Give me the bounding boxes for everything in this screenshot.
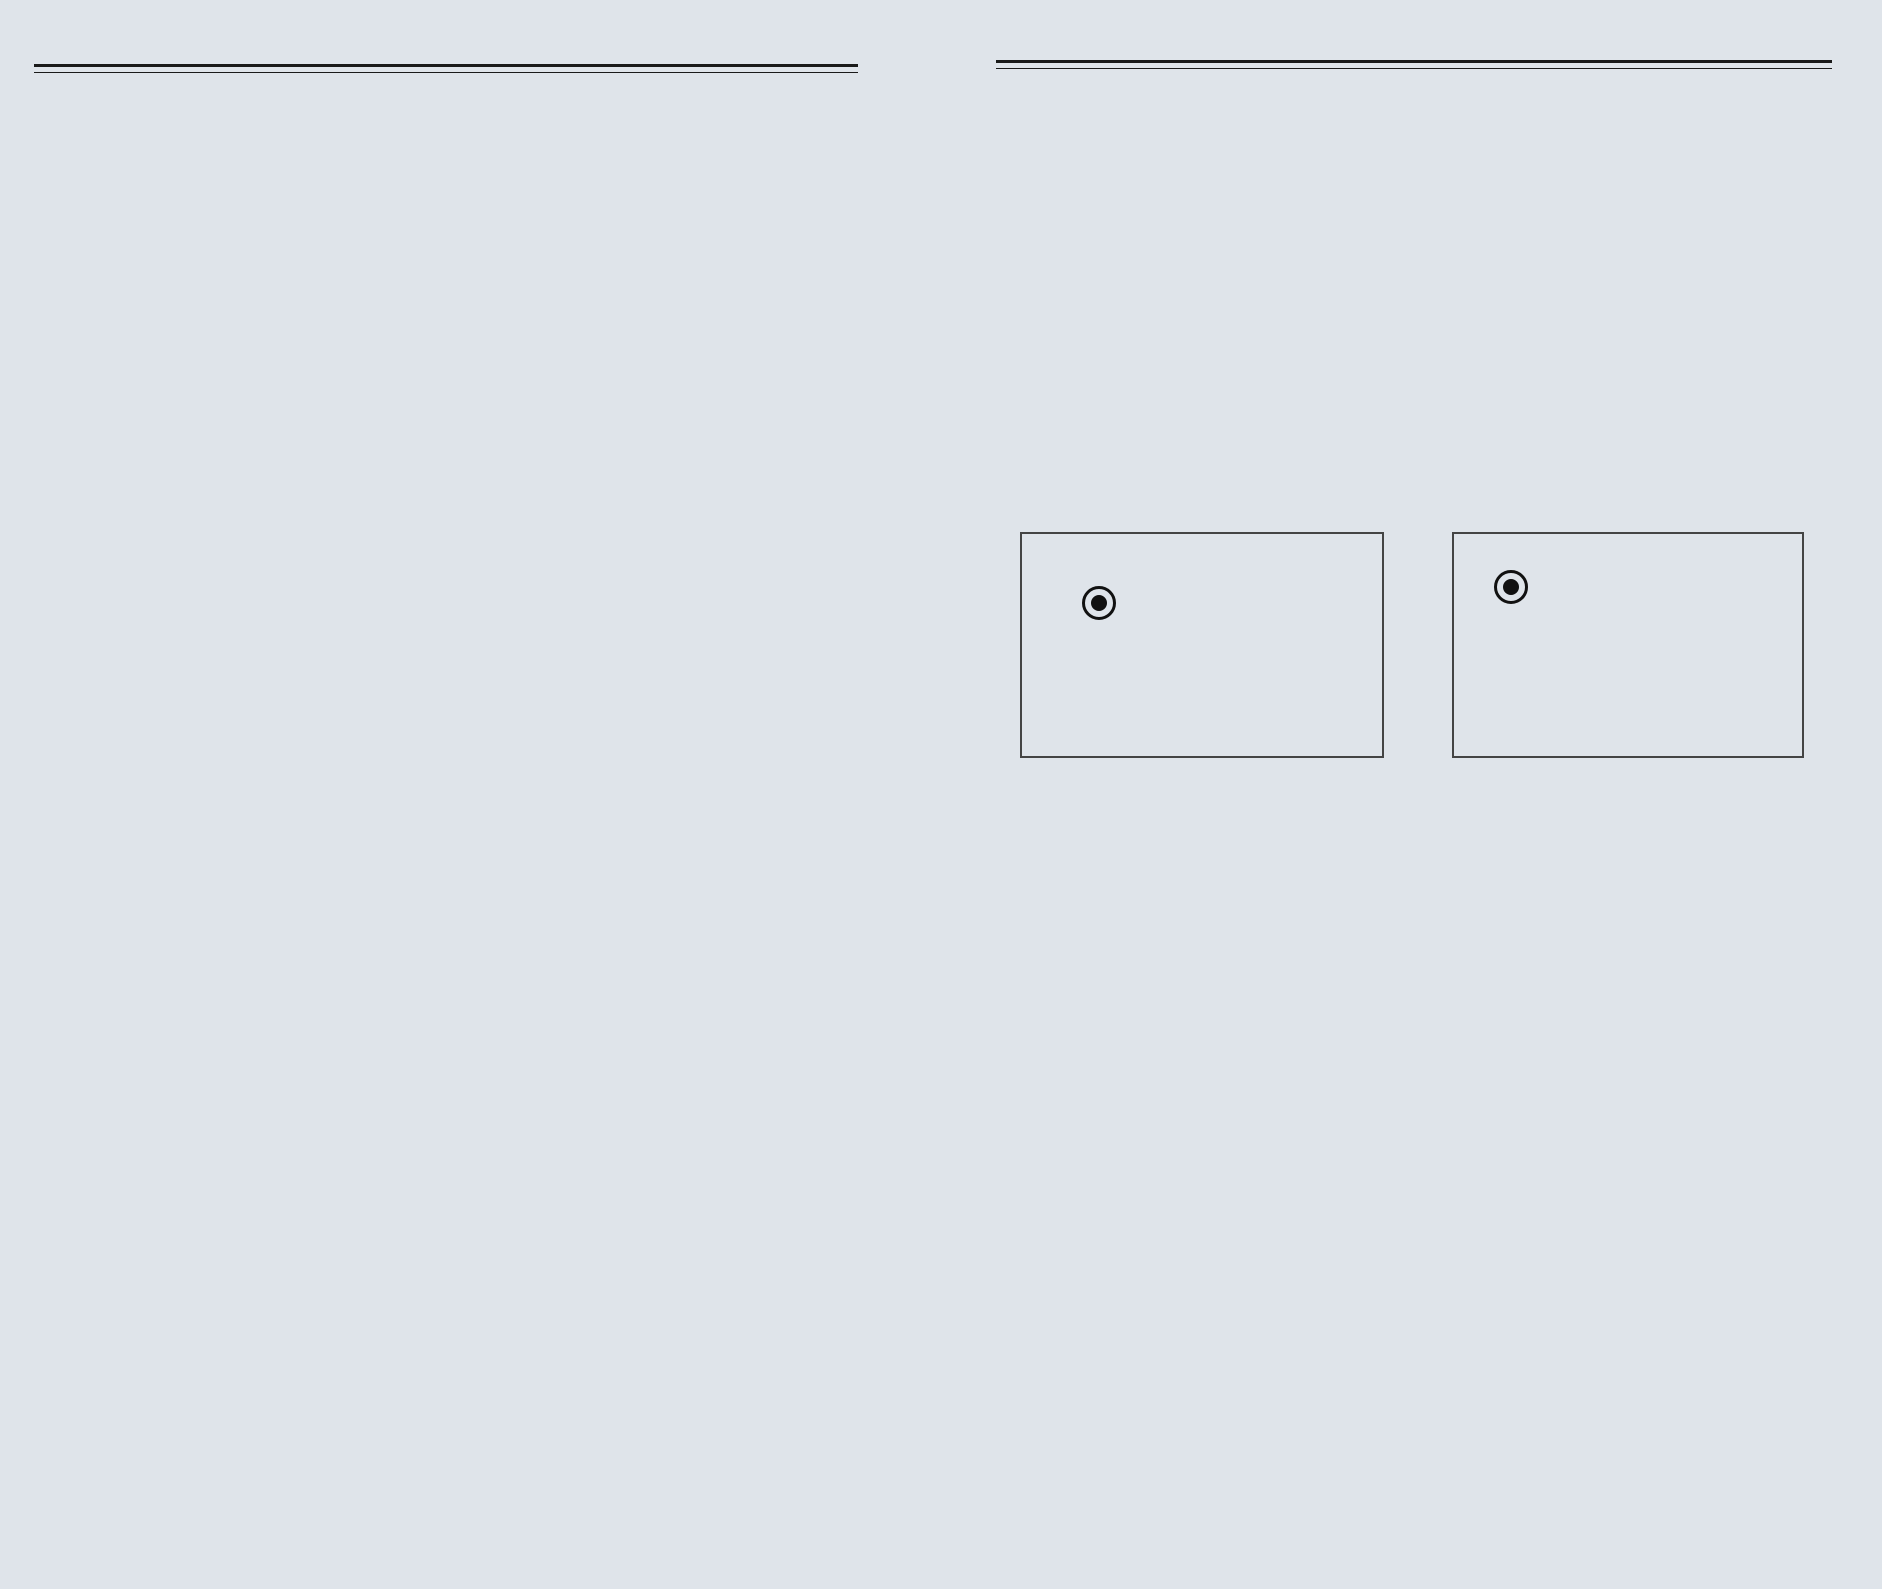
dawn-title bbox=[1494, 562, 1532, 606]
top-rule-thin bbox=[996, 68, 1832, 69]
service-item bbox=[0, 425, 940, 465]
service-item bbox=[0, 649, 940, 689]
morning-service-page bbox=[0, 0, 940, 1589]
dawn-prayer-box bbox=[1452, 532, 1804, 758]
service-item bbox=[0, 574, 940, 614]
afternoon-service-page bbox=[940, 0, 1882, 1589]
service-item bbox=[0, 500, 940, 540]
wednesday-title bbox=[1082, 578, 1120, 622]
service-item bbox=[0, 351, 940, 391]
radio-bullet-icon bbox=[1082, 586, 1116, 620]
service-item bbox=[0, 723, 940, 763]
top-rule bbox=[996, 60, 1832, 63]
top-rule bbox=[34, 64, 858, 67]
radio-bullet-icon bbox=[1494, 570, 1528, 604]
service-item bbox=[0, 276, 940, 316]
wednesday-prayer-box bbox=[1020, 532, 1384, 758]
top-rule-thin bbox=[34, 72, 858, 73]
